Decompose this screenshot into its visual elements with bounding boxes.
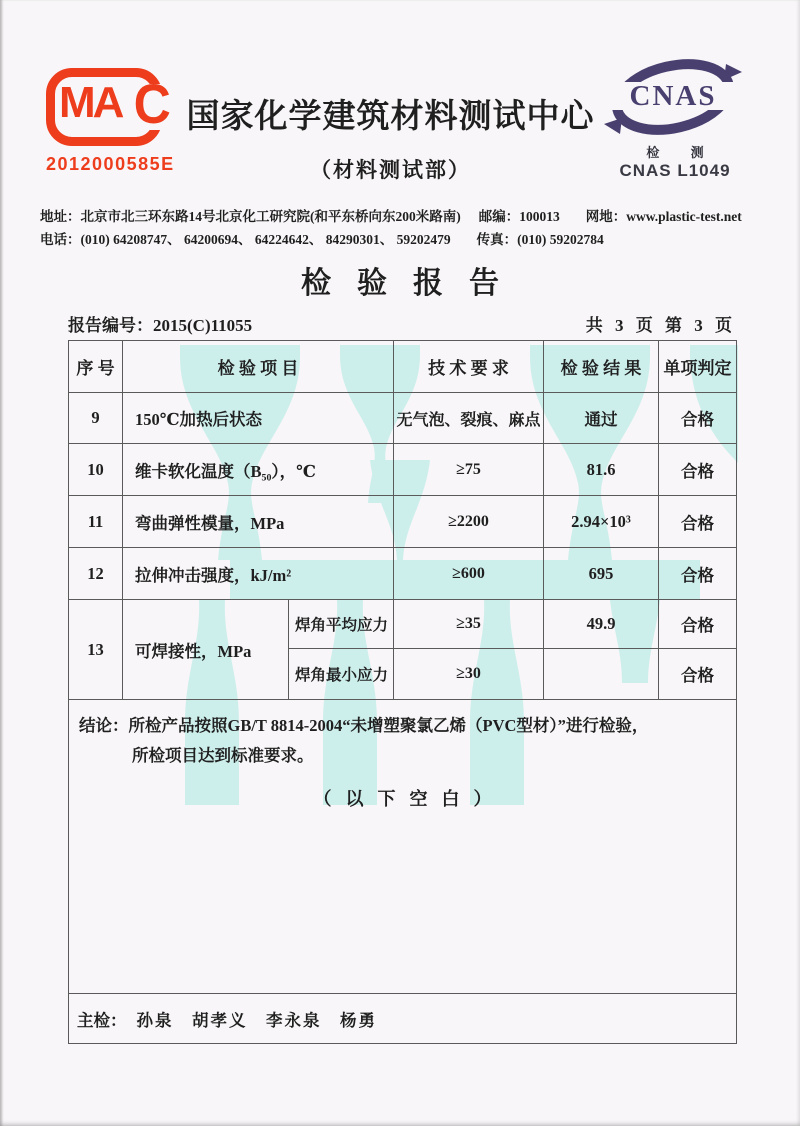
cma-letter-c: C [133,72,171,135]
item-no: 11 [69,496,123,548]
item-name: 维卡软化温度（B₅₀），℃ [123,444,394,496]
verdict: 合格 [659,393,737,444]
fax-label: 传真： [476,232,518,247]
sub-item-name: 焊角平均应力 [289,600,394,649]
test-result: 695 [544,548,659,600]
results-table [68,340,737,1044]
address-label: 地址： [40,209,81,224]
verdict: 合格 [659,548,737,600]
inspector-cell [69,994,737,1044]
verdict: 合格 [659,649,737,700]
table-header-row [69,341,737,393]
item-name: 150℃加热后状态 [123,393,394,444]
test-result: 通过 [544,393,659,444]
tech-requirement: ≥2200 [394,496,544,548]
zip-label: 邮编： [478,209,520,224]
report-title: 检验报告 [301,267,525,300]
item-name: 拉伸冲击强度，kJ/m² [123,548,394,600]
table-row [69,600,737,649]
test-result: 81.6 [544,444,659,496]
conclusion-label: 结论： [79,716,129,735]
table-row [69,548,737,600]
cnas-icon [600,52,750,146]
cma-logo [46,68,176,175]
conclusion-text: 结论：所检产品按照GB/T 8814-2004“未增塑聚氯乙烯（PVC型材）”进行检验， [79,716,649,735]
item-no: 10 [69,444,123,496]
conclusion-row [69,700,737,994]
table-row [69,496,737,548]
header-seq: 序 号 [69,341,123,393]
website-value: www.plastic-test.net [626,209,742,224]
item-no: 9 [69,393,123,444]
inspector-row [69,994,737,1044]
website-label: 网地： [585,209,627,224]
contact-block [40,205,765,251]
header-verdict: 单项判定 [659,341,737,393]
blank-note: （以下空白） [313,789,506,809]
test-result: 49.9 [544,600,659,649]
test-result: 2.94×10³ [544,496,659,548]
header-result: 检 验 结 果 [544,341,659,393]
conclusion-text-2: 所检项目达到标准要求。 [132,746,314,765]
verdict: 合格 [659,496,737,548]
address-value: 北京市北三环东路14号北京化工研究院(和平东桥向东200米路南) [80,209,461,224]
phone-line [40,228,765,251]
zip-value: 100013 [519,209,560,224]
tech-requirement: ≥600 [394,548,544,600]
phone-label: 电话： [40,232,81,247]
org-header [168,90,613,184]
item-name: 弯曲弹性模量，MPa [123,496,394,548]
chief-inspector-label: 主检： [77,1010,127,1030]
verdict: 合格 [659,444,737,496]
org-department: （材料测试部） [310,158,471,182]
cnas-label: CNAS [629,80,717,112]
tech-requirement: ≥35 [394,600,544,649]
tech-requirement: ≥75 [394,444,544,496]
item-no: 13 [69,600,123,700]
item-name: 可焊接性，MPa [123,600,289,700]
table-row [69,444,737,496]
phone-values: (010) 64208747、 64200694、 64224642、 84290301、 59202479 [80,232,451,247]
verdict: 合格 [659,600,737,649]
tech-requirement: ≥30 [394,649,544,700]
cma-letters-ma: MA [59,78,122,127]
page-indicator: 共 3 页 第 3 页 [585,316,736,335]
header-requirement: 技 术 要 求 [394,341,544,393]
sub-item-name: 焊角最小应力 [289,649,394,700]
cma-icon [46,68,171,146]
tech-requirement: 无气泡、裂痕、麻点 [394,393,544,444]
report-meta-row [68,311,736,336]
inspector-names: 孙泉 胡孝义 李永泉 杨勇 [136,1010,377,1030]
table-row [69,393,737,444]
cnas-mark-type: 检 测 [646,145,718,160]
report-number: 2015(C)11055 [153,316,253,335]
org-title: 国家化学建筑材料测试中心 [186,99,595,135]
address-line [40,205,765,228]
conclusion-cell [69,700,737,994]
item-no: 12 [69,548,123,600]
fax-value: (010) 59202784 [517,232,604,247]
cma-cert-number: 2012000585E [46,154,175,174]
test-result [544,649,659,700]
cnas-logo [597,52,753,181]
report-number-label: 报告编号： [68,316,153,335]
report-number-group [68,311,252,336]
cnas-number: CNAS L1049 [619,161,731,180]
header-item: 检 验 项 目 [123,341,394,393]
